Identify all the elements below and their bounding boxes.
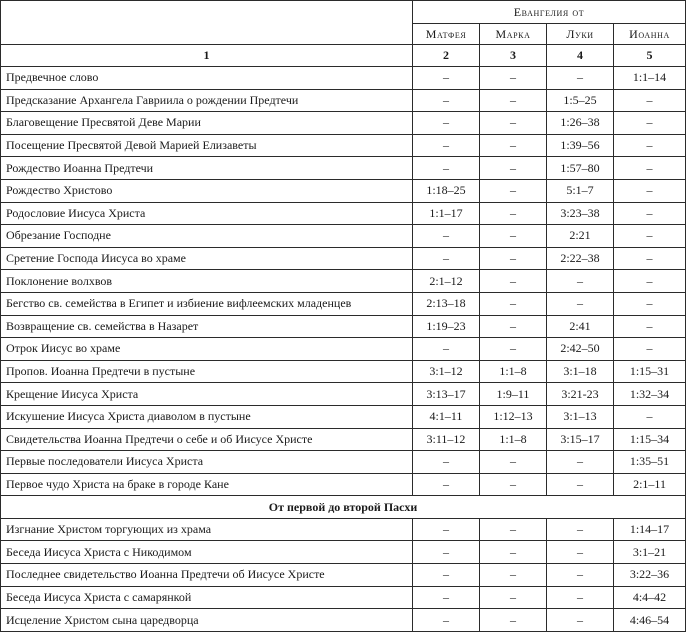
mark-ref-cell: – xyxy=(480,451,547,474)
luke-ref-cell: 1:57–80 xyxy=(547,157,614,180)
table-row xyxy=(1,586,686,609)
table-row xyxy=(1,564,686,587)
luke-ref-cell: – xyxy=(547,473,614,496)
matthew-ref-cell: – xyxy=(413,451,480,474)
event-cell: Искушение Иисуса Христа диаволом в пустыне xyxy=(1,405,413,428)
matthew-ref-cell: – xyxy=(413,112,480,135)
table-row xyxy=(1,473,686,496)
table-row xyxy=(1,451,686,474)
john-ref-cell: 3:22–36 xyxy=(614,564,686,587)
john-ref-cell: 1:15–31 xyxy=(614,360,686,383)
table-row xyxy=(1,225,686,248)
matthew-ref-cell: – xyxy=(413,518,480,541)
john-ref-cell: 1:15–34 xyxy=(614,428,686,451)
mark-ref-cell: – xyxy=(480,225,547,248)
event-cell: Бегство св. семейства в Египет и избиение вифлеемских младенцев xyxy=(1,292,413,315)
john-ref-cell: – xyxy=(614,405,686,428)
john-ref-cell: 4:46–54 xyxy=(614,609,686,632)
john-ref-cell: 1:35–51 xyxy=(614,451,686,474)
matthew-ref-cell: 1:1–17 xyxy=(413,202,480,225)
event-cell: Первое чудо Христа на браке в городе Кане xyxy=(1,473,413,496)
matthew-ref-cell: 1:18–25 xyxy=(413,179,480,202)
mark-ref-cell: – xyxy=(480,134,547,157)
matthew-ref-cell: 1:19–23 xyxy=(413,315,480,338)
mark-ref-cell: – xyxy=(480,541,547,564)
column-header-john: Иоанна xyxy=(614,24,686,45)
header-blank-cell-2 xyxy=(1,24,413,45)
luke-ref-cell: 3:1–13 xyxy=(547,405,614,428)
table-row xyxy=(1,179,686,202)
event-cell: Родословие Иисуса Христа xyxy=(1,202,413,225)
luke-ref-cell: – xyxy=(547,292,614,315)
mark-ref-cell: – xyxy=(480,112,547,135)
john-ref-cell: – xyxy=(614,270,686,293)
luke-ref-cell: 1:39–56 xyxy=(547,134,614,157)
mark-ref-cell: – xyxy=(480,67,547,90)
event-cell: Посещение Пресвятой Девой Марией Елизаветы xyxy=(1,134,413,157)
john-ref-cell: 3:1–21 xyxy=(614,541,686,564)
luke-ref-cell: 2:42–50 xyxy=(547,338,614,361)
mark-ref-cell: – xyxy=(480,292,547,315)
event-cell: Беседа Иисуса Христа с самарянкой xyxy=(1,586,413,609)
luke-ref-cell: 2:21 xyxy=(547,225,614,248)
john-ref-cell: – xyxy=(614,112,686,135)
table-row xyxy=(1,112,686,135)
table-row xyxy=(1,292,686,315)
john-ref-cell: – xyxy=(614,225,686,248)
mark-ref-cell: – xyxy=(480,179,547,202)
mark-ref-cell: 1:9–11 xyxy=(480,383,547,406)
john-ref-cell: – xyxy=(614,247,686,270)
event-cell: Пропов. Иоанна Предтечи в пустыне xyxy=(1,360,413,383)
table-row xyxy=(1,428,686,451)
table-row xyxy=(1,360,686,383)
mark-ref-cell: – xyxy=(480,473,547,496)
john-ref-cell: – xyxy=(614,315,686,338)
column-number: 2 xyxy=(413,45,480,67)
mark-ref-cell: 1:1–8 xyxy=(480,360,547,383)
mark-ref-cell: – xyxy=(480,202,547,225)
luke-ref-cell: – xyxy=(547,270,614,293)
mark-ref-cell: – xyxy=(480,89,547,112)
matthew-ref-cell: – xyxy=(413,67,480,90)
event-cell: Последнее свидетельство Иоанна Предтечи об Иисусе Христе xyxy=(1,564,413,587)
event-cell: Отрок Иисус во храме xyxy=(1,338,413,361)
mark-ref-cell: 1:12–13 xyxy=(480,405,547,428)
matthew-ref-cell: – xyxy=(413,247,480,270)
event-cell: Свидетельства Иоанна Предтечи о себе и об Иисусе Христе xyxy=(1,428,413,451)
column-header-matthew: Матфея xyxy=(413,24,480,45)
table-row xyxy=(1,157,686,180)
table-row xyxy=(1,270,686,293)
table-row xyxy=(1,405,686,428)
table-row xyxy=(1,67,686,90)
header-row-columns xyxy=(1,24,686,45)
event-cell: Изгнание Христом торгующих из храма xyxy=(1,518,413,541)
matthew-ref-cell: 2:13–18 xyxy=(413,292,480,315)
john-ref-cell: 4:4–42 xyxy=(614,586,686,609)
table-row xyxy=(1,541,686,564)
event-cell: Благовещение Пресвятой Деве Марии xyxy=(1,112,413,135)
gospels-group-title: Евангелия от xyxy=(413,1,686,24)
mark-ref-cell: – xyxy=(480,518,547,541)
header-row-group xyxy=(1,1,686,24)
matthew-ref-cell: 3:11–12 xyxy=(413,428,480,451)
mark-ref-cell: – xyxy=(480,609,547,632)
table-row xyxy=(1,134,686,157)
matthew-ref-cell: 3:13–17 xyxy=(413,383,480,406)
event-cell: Предвечное слово xyxy=(1,67,413,90)
table-row xyxy=(1,518,686,541)
event-cell: Обрезание Господне xyxy=(1,225,413,248)
mark-ref-cell: 1:1–8 xyxy=(480,428,547,451)
mark-ref-cell: – xyxy=(480,338,547,361)
event-cell: Возвращение св. семейства в Назарет xyxy=(1,315,413,338)
john-ref-cell: – xyxy=(614,179,686,202)
column-number: 3 xyxy=(480,45,547,67)
column-header-luke: Луки xyxy=(547,24,614,45)
luke-ref-cell: – xyxy=(547,586,614,609)
column-number: 1 xyxy=(1,45,413,67)
john-ref-cell: 2:1–11 xyxy=(614,473,686,496)
mark-ref-cell: – xyxy=(480,157,547,180)
event-cell: Поклонение волхвов xyxy=(1,270,413,293)
matthew-ref-cell: 2:1–12 xyxy=(413,270,480,293)
john-ref-cell: – xyxy=(614,202,686,225)
matthew-ref-cell: 3:1–12 xyxy=(413,360,480,383)
event-cell: Рождество Христово xyxy=(1,179,413,202)
john-ref-cell: – xyxy=(614,134,686,157)
john-ref-cell: 1:32–34 xyxy=(614,383,686,406)
table-row xyxy=(1,202,686,225)
john-ref-cell: – xyxy=(614,157,686,180)
john-ref-cell: 1:1–14 xyxy=(614,67,686,90)
table-row xyxy=(1,247,686,270)
luke-ref-cell: – xyxy=(547,67,614,90)
matthew-ref-cell: – xyxy=(413,586,480,609)
header-row-numbers xyxy=(1,45,686,67)
luke-ref-cell: – xyxy=(547,518,614,541)
john-ref-cell: – xyxy=(614,89,686,112)
matthew-ref-cell: – xyxy=(413,338,480,361)
luke-ref-cell: 1:26–38 xyxy=(547,112,614,135)
mark-ref-cell: – xyxy=(480,586,547,609)
section-title: От первой до второй Пасхи xyxy=(1,496,686,519)
table-row xyxy=(1,609,686,632)
column-header-mark: Марка xyxy=(480,24,547,45)
table-row xyxy=(1,315,686,338)
event-cell: Беседа Иисуса Христа с Никодимом xyxy=(1,541,413,564)
mark-ref-cell: – xyxy=(480,247,547,270)
event-cell: Первые последователи Иисуса Христа xyxy=(1,451,413,474)
event-cell: Предсказание Архангела Гавриила о рождении Предтечи xyxy=(1,89,413,112)
matthew-ref-cell: – xyxy=(413,609,480,632)
john-ref-cell: 1:14–17 xyxy=(614,518,686,541)
john-ref-cell: – xyxy=(614,338,686,361)
table-row xyxy=(1,383,686,406)
event-cell: Крещение Иисуса Христа xyxy=(1,383,413,406)
luke-ref-cell: – xyxy=(547,609,614,632)
luke-ref-cell: 3:21-23 xyxy=(547,383,614,406)
table-row xyxy=(1,338,686,361)
event-cell: Сретение Господа Иисуса во храме xyxy=(1,247,413,270)
column-number: 4 xyxy=(547,45,614,67)
mark-ref-cell: – xyxy=(480,564,547,587)
luke-ref-cell: 3:15–17 xyxy=(547,428,614,451)
luke-ref-cell: 3:23–38 xyxy=(547,202,614,225)
luke-ref-cell: – xyxy=(547,451,614,474)
luke-ref-cell: – xyxy=(547,541,614,564)
matthew-ref-cell: – xyxy=(413,225,480,248)
luke-ref-cell: 2:41 xyxy=(547,315,614,338)
matthew-ref-cell: – xyxy=(413,564,480,587)
mark-ref-cell: – xyxy=(480,270,547,293)
matthew-ref-cell: – xyxy=(413,473,480,496)
header-blank-cell xyxy=(1,1,413,24)
luke-ref-cell: 5:1–7 xyxy=(547,179,614,202)
matthew-ref-cell: – xyxy=(413,89,480,112)
column-number: 5 xyxy=(614,45,686,67)
event-cell: Рождество Иоанна Предтечи xyxy=(1,157,413,180)
mark-ref-cell: – xyxy=(480,315,547,338)
event-cell: Исцеление Христом сына царедворца xyxy=(1,609,413,632)
matthew-ref-cell: – xyxy=(413,157,480,180)
matthew-ref-cell: – xyxy=(413,541,480,564)
section-row xyxy=(1,496,686,519)
matthew-ref-cell: – xyxy=(413,134,480,157)
luke-ref-cell: 2:22–38 xyxy=(547,247,614,270)
luke-ref-cell: 3:1–18 xyxy=(547,360,614,383)
matthew-ref-cell: 4:1–11 xyxy=(413,405,480,428)
luke-ref-cell: – xyxy=(547,564,614,587)
table-row xyxy=(1,89,686,112)
john-ref-cell: – xyxy=(614,292,686,315)
luke-ref-cell: 1:5–25 xyxy=(547,89,614,112)
